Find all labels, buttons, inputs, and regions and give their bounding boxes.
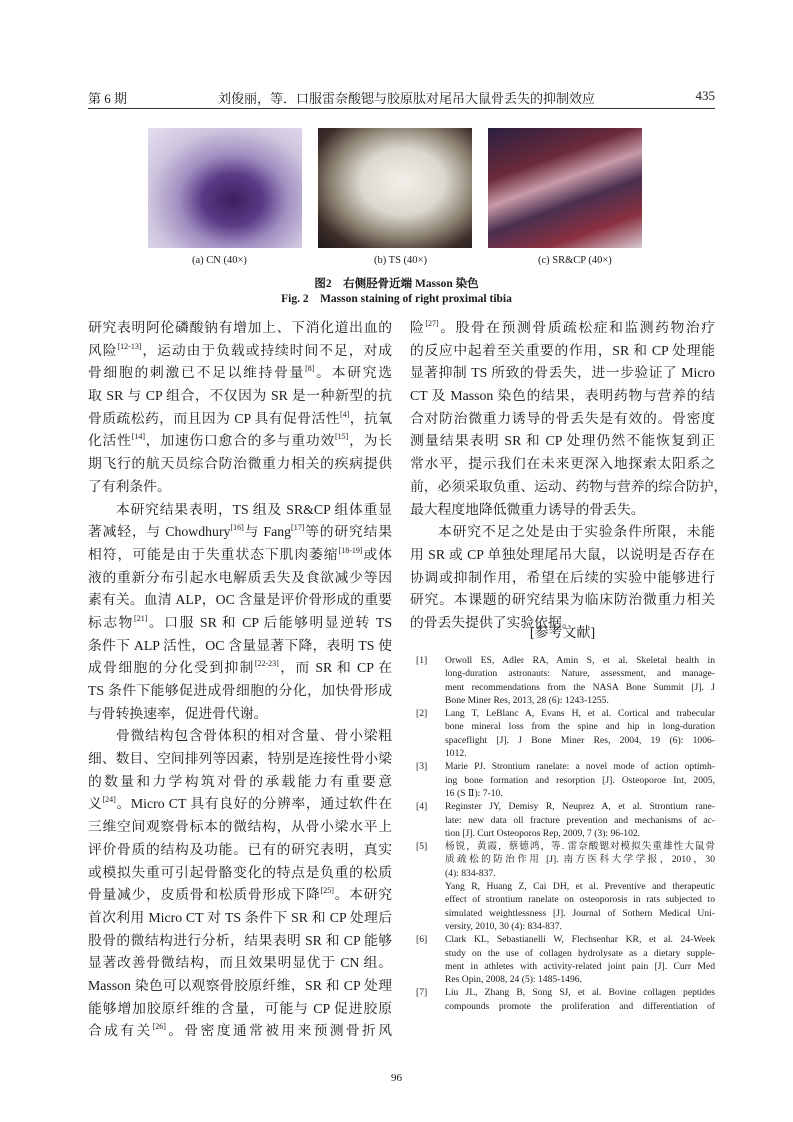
text-line: 首次利用 Micro CT 对 TS 条件下 SR 和 CP 处理后 xyxy=(88,909,392,925)
reference-line: late: new data oll fracture prevention and mechanisms of ac- xyxy=(445,814,715,826)
reference-line: versity, 2010, 30 (4): 834-837. xyxy=(445,920,562,932)
text-line: 与骨转换速率，促进骨代谢。 xyxy=(88,705,268,721)
citation-marker: [12-13] xyxy=(117,341,142,351)
reference-number: [3] xyxy=(416,761,428,773)
running-header xyxy=(88,88,715,109)
text-line: 的骨丢失提供了实验依据。 xyxy=(410,614,576,630)
text-line: 最大程度地降低微重力诱导的骨丢失。 xyxy=(410,501,645,517)
reference-list xyxy=(416,654,715,1013)
reference-line: long-duration astronauts: Nature, assessment, and manage- xyxy=(445,668,715,680)
reference-line: tion [J]. Curt Osteoporos Rep, 2009, 7 (3): 96-102. xyxy=(445,827,641,839)
text-line: 合成有关[26]。骨密度通常被用来预测骨折风 xyxy=(88,1022,392,1039)
figure-image-srcp xyxy=(488,128,642,248)
reference-line: Bone Miner Res, 2013, 28 (6): 1243-1255. xyxy=(445,694,609,706)
text-line: 素有关。血清 ALP，OC 含量是评价骨形成的重要 xyxy=(88,592,392,608)
text-line: 本研究结果表明，TS 组及 SR&CP 组体重显 xyxy=(116,501,392,517)
text-line: 风险[12-13]，运动由于负载或持续时间不足，对成 xyxy=(88,341,393,358)
text-line: 化活性[14]，加速伤口愈合的多与重功效[15]，为长 xyxy=(88,432,393,449)
reference-item xyxy=(416,760,715,800)
citation-marker: [4] xyxy=(339,409,350,419)
references-heading: [参考文献] xyxy=(529,626,596,641)
running-title: 刘俊丽，等．口服雷奈酸锶与胶原肽对尾吊大鼠骨丢失的抑制效应 xyxy=(218,91,596,106)
figure-image-ts xyxy=(318,128,472,248)
footer-page-number: 96 xyxy=(391,1072,402,1084)
text-line: 标志物[21]。口服 SR 和 CP 后能够明显逆转 TS xyxy=(88,613,392,630)
figure-caption-cn: 图2 右侧胫骨近端 Masson 染色 xyxy=(314,278,479,290)
citation-marker: [22-23] xyxy=(254,659,279,669)
reference-number: [6] xyxy=(416,934,428,946)
text-line: 相符，可能是由于失重状态下肌肉萎缩[18-19]或体 xyxy=(88,545,393,562)
citation-marker: [8] xyxy=(305,364,315,374)
reference-line: spaceflight [J]. J Bone Miner Res, 2004, 19 (6): 1006- xyxy=(445,734,715,746)
reference-number: [1] xyxy=(416,655,428,666)
text-line: TS 条件下能够促进成骨细胞的分化，加快骨形成 xyxy=(88,683,392,698)
reference-line: Reginster JY, Demisy R, Neuprez A, et al. Strontium rane- xyxy=(445,801,715,813)
reference-line: Liu JL, Zhang B, Song SJ, et al. Bovine collagen peptides xyxy=(445,987,715,999)
text-line: 研究表明阿伦磷酸钠有增加上、下消化道出血的 xyxy=(88,320,392,335)
text-line: 显著改善骨微结构，而且效果明显优于 CN 组。 xyxy=(88,955,392,971)
text-line: 成骨细胞的分化受到抑制[22-23]，而 SR 和 CP 在 xyxy=(88,659,392,676)
text-line: 或模拟失重可引起骨骼变化的特点是负重的松质 xyxy=(88,864,392,880)
text-line: 著减轻，与 Chowdhury[16]与 Fang[17]等的研究结果 xyxy=(88,523,392,540)
reference-line: Clark KL, Sebastianelli W, Flechsenhar KR, et al. 24-Week xyxy=(445,934,715,946)
reference-number: [2] xyxy=(416,708,428,720)
subfigure-label-c: (c) SR&CP (40×) xyxy=(538,255,612,266)
reference-line: compounds promote the proliferation and differentiation of xyxy=(445,1000,715,1012)
text-line: CT 及 Masson 染色的结果，表明药物与营养的结 xyxy=(410,388,715,404)
reference-line: ing bone formation and resorption [J]. Osteoporoe Int, 2005, xyxy=(445,774,715,786)
text-line: 的反应中起着至关重要的作用，SR 和 CP 处理能 xyxy=(410,342,715,358)
reference-line: Res Opin, 2008, 24 (5): 1485-1496. xyxy=(445,974,582,986)
paragraph xyxy=(410,317,728,521)
reference-line: Orwoll ES, Adler RA, Amin S, et al. Skeletal health in xyxy=(445,655,715,666)
subfigure-label-b: (b) TS (40×) xyxy=(374,255,427,266)
citation-marker: [21] xyxy=(134,613,148,623)
left-column-body xyxy=(88,317,392,1043)
citation-marker: [15] xyxy=(335,432,349,442)
reference-number: [5] xyxy=(416,841,428,853)
citation-marker: [25] xyxy=(320,886,334,896)
citation-marker: [16] xyxy=(230,523,244,533)
page-number: 435 xyxy=(695,88,715,103)
text-line: Masson 染色可以观察骨胶原纤维，SR 和 CP 处理 xyxy=(88,977,392,993)
reference-item xyxy=(416,933,715,986)
reference-line: Lang T, LeBlanc A, Evans H, et al. Cortical and trabecular xyxy=(445,708,715,720)
reference-line: 16 (S Ⅱ): 7-10. xyxy=(445,787,503,799)
text-line: 用 SR 或 CP 单独处理尾吊大鼠，以说明是否存在 xyxy=(410,546,715,562)
reference-line: ment recommendations from the NASA Bone Summit [J]. J xyxy=(445,681,715,693)
text-line: 协调或抑制作用，希望在后续的实验中能够进行 xyxy=(410,569,715,585)
figure-caption-en: Fig. 2 Masson staining of right proximal tibia xyxy=(281,293,512,305)
reference-line: study on the use of collagen hydrolysate as a dietary supple- xyxy=(445,947,715,959)
reference-line: ment in athletes with activity-related joint pain [J]. Curr Med xyxy=(445,960,715,972)
subfigure-label-a: (a) CN (40×) xyxy=(192,255,247,266)
text-line: 取 SR 与 CP 组合，不仅因为 SR 是一种新型的抗 xyxy=(88,388,392,404)
text-line: 骨微结构包含骨体积的相对含量、骨小梁粗 xyxy=(116,728,392,744)
citation-marker: [24] xyxy=(102,795,116,805)
reference-line: (4): 834-837. xyxy=(445,867,496,879)
text-line: 险[27]。股骨在预测骨质疏松症和监测药物治疗 xyxy=(410,319,716,335)
citation-marker: [14] xyxy=(131,432,145,442)
reference-item xyxy=(416,840,715,933)
text-line: 合对防治微重力诱导的骨丢失是有效的。骨密度 xyxy=(410,410,715,426)
right-column-body xyxy=(410,317,728,635)
text-line: 义[24]。Micro CT 具有良好的分辨率，通过软件在 xyxy=(88,795,393,812)
text-line: 评价骨质的结构及功能。已有的研究表明，真实 xyxy=(88,841,392,857)
text-line: 研究。本课题的研究结果为临床防治微重力相关 xyxy=(410,592,715,608)
reference-line: 杨锐，黄霞，蔡德鸿，等. 雷奈酸锶对模拟失重雄性大鼠骨 xyxy=(445,841,715,853)
text-line: 前，必须采取负重、运动、药物与营养的综合防护， xyxy=(410,478,728,494)
citation-marker: [27] xyxy=(425,319,439,328)
text-line: 能够增加胶原纤维的含量，可能与 CP 促进胶原 xyxy=(88,1000,392,1016)
reference-line: effect of strontium ranelate on osteoporosis in rats subjected to xyxy=(445,894,715,906)
citation-marker: [18-19] xyxy=(338,545,363,555)
paragraph xyxy=(410,521,715,634)
text-line: 显著抑制 TS 所致的骨丢失，进一步验证了 Micro xyxy=(410,365,715,381)
citation-marker: [26] xyxy=(152,1022,166,1032)
reference-line: 1012. xyxy=(445,748,467,760)
reference-line: Marie PJ. Strontium ranelate: a novel mode of action optimh- xyxy=(445,761,715,773)
reference-line: bone mineral loss from the spine and hip in long-duration xyxy=(445,721,715,733)
text-line: 的数量和力学构筑对骨的承载能力有重要意 xyxy=(88,773,392,789)
text-line: 骨细胞的刺激已不足以维持骨量[8]。本研究选 xyxy=(88,364,393,381)
text-line: 三维空间观察骨标本的微结构，从骨小梁水平上 xyxy=(88,819,392,835)
text-line: 骨量减少，皮质骨和松质骨形成下降[25]。本研究 xyxy=(88,886,393,903)
text-line: 期飞行的航天员综合防治微重力相关的疾病提供 xyxy=(88,456,392,472)
reference-item xyxy=(416,707,715,760)
reference-item xyxy=(416,800,715,840)
figure-image-cn xyxy=(148,128,302,248)
text-line: 骨质疏松药，而且因为 CP 具有促骨活性[4]，抗氧 xyxy=(88,409,392,426)
text-line: 本研究不足之处是由于实验条件所限，未能 xyxy=(438,524,715,540)
citation-marker: [17] xyxy=(291,523,305,533)
text-line: 细、数目、空间排列等因素，特别是连接性骨小梁 xyxy=(88,751,392,767)
text-line: 液的重新分布引起水电解质丢失及食欲减少等因 xyxy=(88,569,392,585)
paragraph xyxy=(88,499,392,726)
issue-number: 第 6 期 xyxy=(88,91,128,106)
reference-line: simulated weightlessness [J]. Journal of Sothern Medical Uni- xyxy=(445,907,715,919)
reference-number: [7] xyxy=(416,987,428,999)
reference-line: 质疏松的防治作用 [J]. 南方医科大学学报，2010，30 xyxy=(445,854,715,866)
text-line: 常水平，提示我们在未来更深入地探索太阳系之 xyxy=(410,456,715,472)
reference-number: [4] xyxy=(416,801,428,813)
reference-line: Yang R, Huang Z, Cai DH, et al. Preventive and therapeutic xyxy=(445,881,715,893)
reference-item xyxy=(416,986,715,1013)
text-line: 测量结果表明 SR 和 CP 处理仍然不能恢复到正 xyxy=(410,433,715,449)
reference-item xyxy=(416,654,715,707)
paragraph xyxy=(88,317,392,499)
text-line: 股骨的微结构进行分析，结果表明 SR 和 CP 能够 xyxy=(88,932,392,948)
text-line: 条件下 ALP 活性，OC 含量显著下降，表明 TS 使 xyxy=(88,637,392,653)
text-line: 了有利条件。 xyxy=(88,478,171,494)
paragraph xyxy=(88,725,392,1043)
